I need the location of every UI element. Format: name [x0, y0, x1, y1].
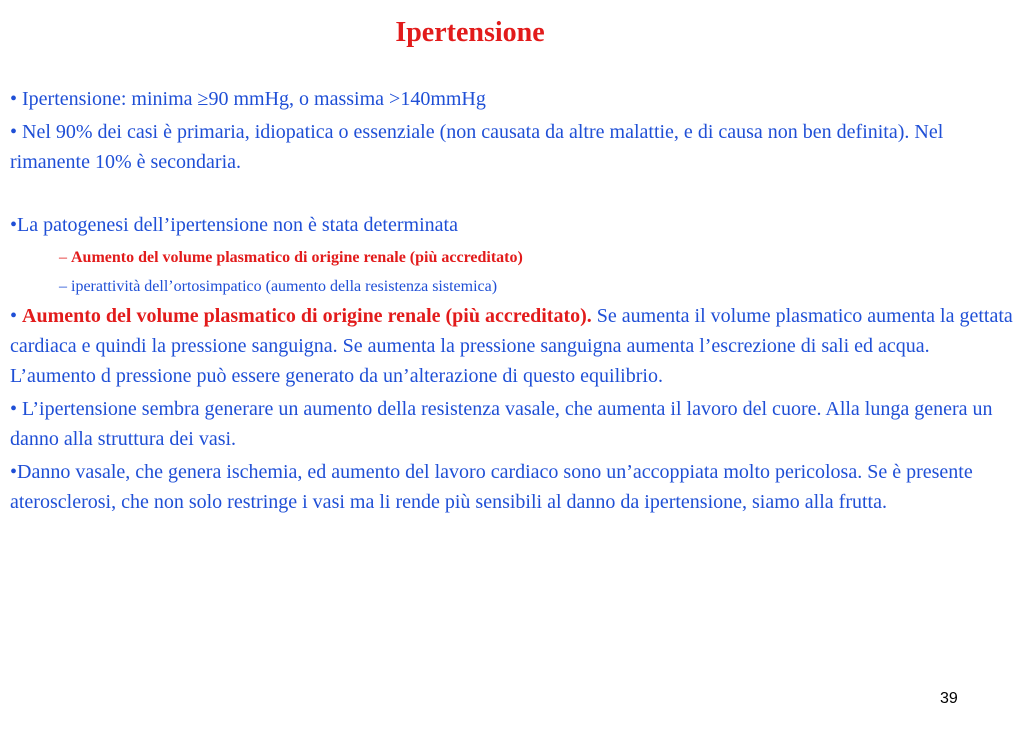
sub-bullet-renal-dash: –: [59, 249, 71, 266]
bullet-plasma-volume-heading: Aumento del volume plasmatico di origine renale (più accreditato).: [22, 305, 592, 327]
slide-content: [10, 84, 1015, 520]
bullet-primary-secondary: • Nel 90% dei casi è primaria, idiopatica o essenziale (non causata da altre malattie, e di causa non ben definita). Nel rimanente 10% è secondaria.: [10, 121, 944, 173]
bullet-pathogenesis: •La patogenesi dell’ipertensione non è stata determinata: [10, 214, 458, 236]
page-number: 39: [940, 690, 958, 707]
bullet-vascular-resistance: • L’ipertensione sembra generare un aumento della resistenza vasale, che aumenta il lavoro del cuore. Alla lunga genera un danno alla struttura dei vasi.: [10, 398, 993, 450]
sub-bullet-renal: [10, 243, 1015, 272]
bullet-plasma-volume-marker: •: [10, 305, 23, 327]
bullet-plasma-volume: [10, 301, 1015, 391]
bullet-vascular-damage: •Danno vasale, che genera ischemia, ed aumento del lavoro cardiaco sono un’accoppiata molto pericolosa. Se è presente aterosclerosi, che non solo restringe i vasi ma li rende più sensibili al danno da ipertensione, siamo alla frutta.: [10, 461, 973, 513]
slide-title: Ipertensione: [395, 17, 545, 48]
sub-bullet-renal-text: Aumento del volume plasmatico di origine renale (più accreditato): [71, 249, 523, 266]
bullet-plasma-volume-text: Se aumenta il volume plasmatico aumenta la gettata cardiaca e quindi la pressione sanguigna. Se aumenta la pressione sanguigna aumenta l’escrezione di sali ed acqua. L’aumento d pressione può essere generato da un’alterazione di questo equilibrio.: [10, 305, 1013, 387]
sub-bullet-sympathetic: – iperattività dell’ortosimpatico (aumento della resistenza sistemica): [59, 278, 498, 295]
bullet-definition: • Ipertensione: minima ≥90 mmHg, o massima >140mmHg: [10, 88, 486, 110]
